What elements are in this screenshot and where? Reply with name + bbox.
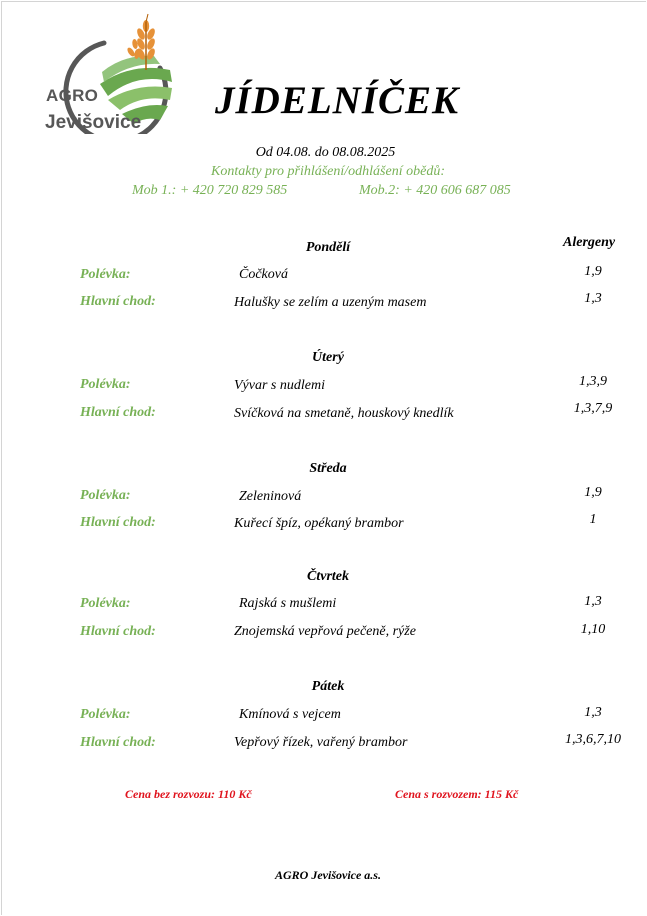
main-allergens: 1,3,7,9 [573, 401, 613, 416]
wheat-icon [126, 20, 156, 61]
soup-label: Polévka: [80, 377, 131, 392]
main-dish: Svíčková na smetaně, houskový knedlík [234, 406, 454, 421]
soup-label: Polévka: [80, 488, 131, 503]
main-allergens: 1 [589, 512, 597, 527]
day-tuesday: Úterý [312, 350, 344, 365]
company-footer: AGRO Jevišovice a.s. [275, 868, 381, 882]
soup-allergens: 1,9 [584, 485, 602, 500]
soup-dish: Vývar s nudlemi [234, 378, 325, 393]
price-without-delivery: Cena bez rozvozu: 110 Kč [125, 787, 252, 801]
mobile-2: Mob.2: + 420 606 687 085 [359, 183, 511, 198]
main-label: Hlavní chod: [80, 515, 156, 530]
menu-page [1, 1, 646, 915]
main-allergens: 1,3,6,7,10 [565, 732, 621, 747]
menu-period: Od 04.08. do 08.08.2025 [255, 145, 396, 160]
soup-label: Polévka: [80, 707, 131, 722]
main-allergens: 1,10 [580, 622, 606, 637]
soup-label: Polévka: [80, 596, 131, 611]
price-with-delivery: Cena s rozvozem: 115 Kč [395, 787, 519, 801]
contacts-label: Kontakty pro přihlášení/odhlášení obědů: [211, 164, 445, 179]
soup-dish: Čočková [239, 267, 288, 282]
soup-allergens: 1,3 [584, 594, 602, 609]
main-label: Hlavní chod: [80, 624, 156, 639]
soup-dish: Rajská s mušlemi [239, 596, 337, 611]
day-thursday: Čtvrtek [307, 569, 349, 584]
main-dish: Znojemská vepřová pečeně, rýže [234, 624, 416, 639]
day-monday: Pondělí [305, 240, 351, 255]
logo-text-jevisovice: Jevišovice [45, 112, 142, 133]
main-dish: Kuřecí špíz, opékaný brambor [234, 516, 404, 531]
soup-label: Polévka: [80, 267, 131, 282]
page-title: JÍDELNÍČEK [215, 79, 460, 122]
main-label: Hlavní chod: [80, 405, 156, 420]
soup-dish: Zeleninová [239, 489, 302, 504]
main-allergens: 1,3 [584, 291, 602, 306]
soup-allergens: 1,9 [584, 264, 602, 279]
soup-dish: Kmínová s vejcem [239, 707, 341, 722]
day-wednesday: Středa [309, 461, 347, 476]
soup-allergens: 1,3 [584, 705, 602, 720]
main-label: Hlavní chod: [80, 294, 156, 309]
main-label: Hlavní chod: [80, 735, 156, 750]
allergens-header: Alergeny [563, 235, 616, 250]
mobile-1: Mob 1.: + 420 720 829 585 [132, 183, 288, 198]
main-dish: Vepřový řízek, vařený brambor [234, 735, 408, 750]
logo-text-agro: AGRO [46, 86, 99, 105]
day-friday: Pátek [311, 679, 345, 694]
soup-allergens: 1,3,9 [579, 374, 607, 389]
main-dish: Halušky se zelím a uzeným masem [234, 295, 427, 310]
